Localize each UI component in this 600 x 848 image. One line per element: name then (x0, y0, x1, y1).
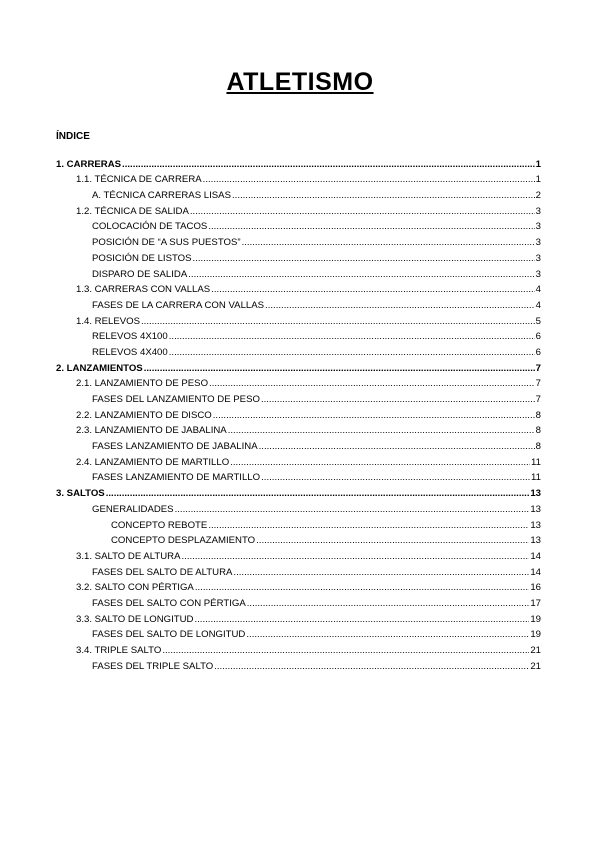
toc-entry-label: 2.1. LANZAMIENTO DE PESO (76, 378, 209, 390)
toc-entry-label: FASES DEL SALTO DE LONGITUD (92, 629, 246, 641)
toc-entry[interactable] (0, 453, 600, 469)
toc-entry[interactable] (0, 547, 600, 563)
toc-entry[interactable] (0, 579, 600, 595)
toc-entry[interactable] (0, 359, 600, 375)
toc-entry[interactable] (0, 343, 600, 359)
toc-leader-dots (203, 174, 535, 186)
toc-entry-label: CONCEPTO DESPLAZAMIENTO (111, 535, 256, 547)
toc-entry-label: 3. SALTOS (56, 488, 105, 500)
table-of-contents (0, 155, 600, 673)
toc-entry[interactable] (0, 626, 600, 642)
toc-entry-page: 16 (530, 582, 541, 594)
toc-entry-label: 1.2. TÉCNICA DE SALIDA (76, 205, 189, 217)
toc-entry-page: 3 (535, 221, 541, 233)
toc-entry-label: 1.3. CARRERAS CON VALLAS (76, 284, 211, 296)
toc-entry[interactable] (0, 610, 600, 626)
toc-entry-label: POSICIÓN DE “A SUS PUESTOS” (92, 237, 241, 249)
toc-entry-label: 1. CARRERAS (56, 158, 122, 170)
toc-entry-page: 13 (530, 519, 541, 531)
toc-entry[interactable] (0, 375, 600, 391)
toc-entry[interactable] (0, 390, 600, 406)
toc-entry-page: 13 (530, 535, 541, 547)
toc-entry-label: CONCEPTO REBOTE (111, 519, 208, 531)
toc-entry[interactable] (0, 249, 600, 265)
toc-entry[interactable] (0, 233, 600, 249)
toc-entry-label: FASES DEL TRIPLE SALTO (92, 660, 214, 672)
toc-entry[interactable] (0, 469, 600, 485)
toc-entry-page: 6 (535, 346, 541, 358)
toc-entry[interactable] (0, 563, 600, 579)
toc-entry-label: 1.4. RELEVOS (76, 315, 140, 327)
toc-entry-page: 13 (530, 503, 541, 515)
toc-entry[interactable] (0, 265, 600, 281)
toc-entry-label: FASES DEL LANZAMIENTO DE PESO (92, 394, 260, 405)
toc-leader-dots (144, 363, 535, 375)
toc-entry-page: 11 (531, 456, 541, 468)
toc-entry-label: 3.3. SALTO DE LONGITUD (76, 613, 194, 625)
toc-entry[interactable] (0, 312, 600, 328)
toc-entry-label: COLOCACIÓN DE TACOS (92, 221, 208, 233)
toc-entry[interactable] (0, 516, 600, 532)
toc-leader-dots (261, 394, 535, 406)
toc-entry-page: 14 (530, 550, 541, 562)
toc-entry-label: FASES DE LA CARRERA CON VALLAS (92, 299, 265, 311)
toc-entry-page: 1 (535, 158, 541, 170)
toc-leader-dots (141, 316, 535, 328)
toc-leader-dots (208, 221, 534, 233)
toc-entry-label: FASES LANZAMIENTO DE MARTILLO (92, 472, 261, 484)
toc-entry-label: RELEVOS 4X400 (92, 346, 168, 358)
toc-entry-page: 7 (535, 378, 541, 390)
toc-entry[interactable] (0, 281, 600, 297)
toc-entry-page: 19 (530, 613, 541, 625)
toc-leader-dots (211, 284, 534, 296)
toc-entry[interactable] (0, 422, 600, 438)
toc-entry-label: 1.1. TÉCNICA DE CARRERA (76, 174, 202, 186)
toc-entry-page: 3 (535, 237, 541, 249)
toc-entry-page: 5 (535, 315, 541, 327)
toc-leader-dots (242, 237, 535, 249)
toc-leader-dots (228, 425, 535, 437)
toc-entry-page: 7 (535, 362, 541, 374)
toc-entry[interactable] (0, 641, 600, 657)
toc-leader-dots (169, 331, 535, 343)
toc-entry[interactable] (0, 328, 600, 344)
toc-entry[interactable] (0, 437, 600, 453)
toc-leader-dots (230, 457, 530, 469)
toc-leader-dots (190, 206, 535, 218)
toc-entry-label: 3.4. TRIPLE SALTO (76, 645, 162, 656)
toc-entry-page: 2 (535, 190, 541, 202)
toc-leader-dots (213, 410, 535, 422)
toc-entry-page: 1 (535, 174, 541, 186)
toc-leader-dots (175, 504, 530, 516)
toc-leader-dots (194, 614, 529, 626)
toc-entry-page: 17 (530, 597, 541, 609)
toc-leader-dots (195, 582, 530, 594)
toc-entry-page: 3 (535, 268, 541, 280)
toc-entry-label: DISPARO DE SALIDA (92, 268, 188, 280)
toc-entry-page: 14 (530, 566, 541, 578)
toc-entry-page: 3 (535, 205, 541, 217)
toc-entry-label: FASES DEL SALTO CON PÉRTIGA (92, 597, 246, 609)
toc-leader-dots (247, 598, 530, 610)
toc-entry-label: 2. LANZAMIENTOS (56, 362, 143, 374)
toc-entry-page: 8 (535, 409, 541, 421)
toc-entry-label: POSICIÓN DE LISTOS (92, 252, 192, 264)
toc-leader-dots (214, 661, 529, 673)
toc-leader-dots (106, 488, 530, 500)
toc-entry[interactable] (0, 186, 600, 202)
toc-entry[interactable] (0, 532, 600, 548)
toc-entry-page: 3 (535, 252, 541, 264)
toc-leader-dots (188, 269, 534, 281)
toc-entry-page: 8 (535, 425, 541, 437)
toc-entry-page: 8 (535, 441, 541, 453)
toc-entry-page: 21 (530, 645, 541, 656)
toc-entry-page: 7 (535, 394, 541, 405)
toc-entry-label: FASES LANZAMIENTO DE JABALINA (92, 441, 258, 453)
document-title: ATLETISMO (226, 68, 374, 96)
toc-entry-page: 13 (530, 488, 541, 500)
toc-entry[interactable] (0, 202, 600, 218)
toc-entry-label: GENERALIDADES (92, 503, 174, 515)
toc-entry-page: 19 (530, 629, 541, 641)
toc-entry-label: 3.2. SALTO CON PÉRTIGA (76, 582, 194, 594)
toc-entry-page: 21 (530, 660, 541, 672)
toc-leader-dots (265, 300, 535, 312)
toc-entry[interactable] (0, 657, 600, 673)
toc-leader-dots (209, 378, 535, 390)
toc-leader-dots (232, 190, 535, 202)
toc-entry-page: 6 (535, 331, 541, 343)
toc-leader-dots (208, 520, 529, 532)
toc-entry[interactable] (0, 218, 600, 234)
toc-entry[interactable] (0, 406, 600, 422)
toc-leader-dots (233, 567, 529, 579)
toc-leader-dots (261, 472, 530, 484)
toc-entry-page: 4 (535, 299, 541, 311)
toc-entry[interactable] (0, 171, 600, 187)
toc-leader-dots (246, 629, 529, 641)
toc-entry-label: RELEVOS 4X100 (92, 331, 168, 343)
toc-entry-label: 2.2. LANZAMIENTO DE DISCO (76, 409, 212, 421)
toc-leader-dots (169, 347, 535, 359)
toc-entry-page: 4 (535, 284, 541, 296)
toc-leader-dots (162, 645, 529, 657)
toc-entry[interactable] (0, 500, 600, 516)
toc-entry[interactable] (0, 155, 600, 171)
toc-leader-dots (259, 441, 535, 453)
toc-leader-dots (182, 551, 530, 563)
toc-entry-page: 11 (531, 472, 541, 484)
toc-entry-label: 3.1. SALTO DE ALTURA (76, 550, 181, 562)
toc-leader-dots (122, 159, 535, 171)
toc-entry-label: FASES DEL SALTO DE ALTURA (92, 566, 233, 578)
toc-entry[interactable] (0, 296, 600, 312)
toc-entry-label: 2.4. LANZAMIENTO DE MARTILLO (76, 456, 230, 468)
toc-entry[interactable] (0, 484, 600, 500)
toc-entry[interactable] (0, 594, 600, 610)
toc-entry-label: 2.3. LANZAMIENTO DE JABALINA (76, 425, 227, 437)
index-heading: ÍNDICE (56, 131, 90, 142)
toc-leader-dots (256, 535, 529, 547)
toc-entry-label: A. TÉCNICA CARRERAS LISAS (92, 190, 231, 202)
toc-leader-dots (193, 253, 535, 265)
